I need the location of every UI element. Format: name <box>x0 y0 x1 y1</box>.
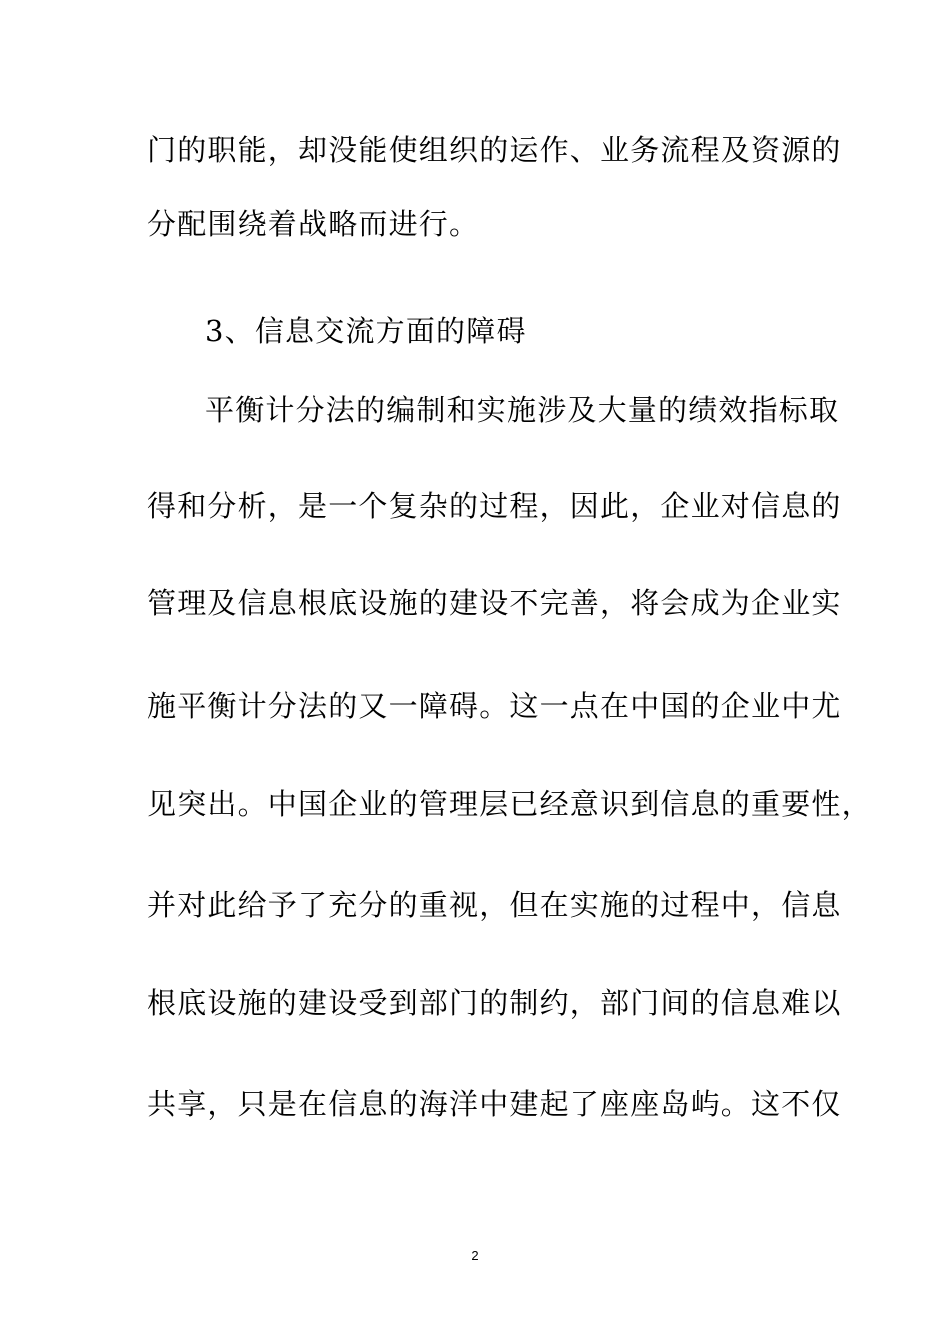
paragraph-first-line: 平衡计分法的编制和实施涉及大量的绩效指标取 <box>205 393 840 427</box>
text-line: 施平衡计分法的又一障碍。这一点在中国的企业中尤 <box>147 689 842 723</box>
text-line: 管理及信息根底设施的建设不完善，将会成为企业实 <box>147 586 842 620</box>
text-line: 见突出。中国企业的管理层已经意识到信息的重要性， <box>147 787 872 821</box>
text-line: 共享，只是在信息的海洋中建起了座座岛屿。这不仅 <box>147 1087 842 1121</box>
page-number: 2 <box>471 1248 479 1263</box>
text-line: 得和分析，是一个复杂的过程，因此，企业对信息的 <box>147 489 842 523</box>
text-line: 并对此给予了充分的重视，但在实施的过程中，信息 <box>147 888 842 922</box>
section-heading: 3、信息交流方面的障碍 <box>205 314 527 348</box>
text-line: 门的职能，却没能使组织的运作、业务流程及资源的 <box>147 133 842 167</box>
text-line: 根底设施的建设受到部门的制约，部门间的信息难以 <box>147 986 842 1020</box>
text-line: 分配围绕着战略而进行。 <box>147 207 480 241</box>
